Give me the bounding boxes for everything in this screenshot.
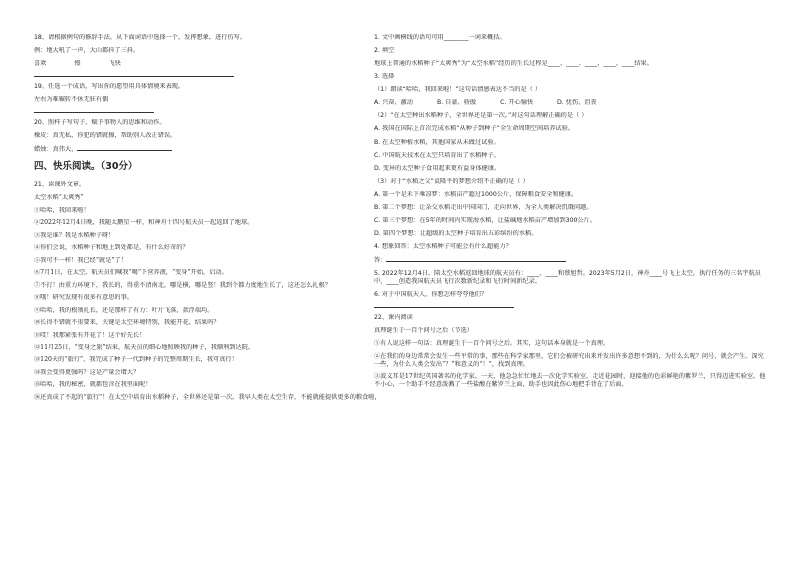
- q22-paragraph: ②在我们的身边常常会发生一些平常的事，那些在科学家那里，它们会被研究出来并发出许多意想不到的，为什么么呢？问号，就会产生。深究一些，为什么人类会发出“？”和意义的“！”，找到真理。: [374, 352, 764, 368]
- q3-sub1-option-a[interactable]: A. 兴奋、激动: [374, 99, 413, 107]
- q18-word-1: 喜欢: [34, 60, 47, 68]
- q3-sub2-option-c[interactable]: C. 中国航天技术在太空只培育出了水稻种子。: [374, 151, 500, 159]
- q21-sub-4-answer: [374, 256, 766, 265]
- q3-sub1-option-b[interactable]: B. 自豪、骄傲: [436, 99, 477, 107]
- q20-example-line: 橡皮：真无私，你犯的错就擦，帮助别人改正错误。: [34, 132, 177, 140]
- q6-answer-line[interactable]: [374, 301, 514, 308]
- q21-paragraph: ⑧哦！研究发现有很多有意思的事。: [34, 294, 133, 302]
- q20-task-line: [34, 145, 392, 154]
- q21-paragraph: ⑮哈哈，我的秘密，就都包含在我里面呢！: [34, 381, 152, 389]
- q21-sub-6: 6. 对于中国航天人，你想怎样夸夸他们？: [374, 291, 488, 299]
- q21-prompt: 21、读课外文章。: [34, 180, 86, 188]
- q22-paragraph: ①有人说这样一句话：真理诞生于一百个问号之后。其实，这句话本身就是一个真理。: [374, 340, 610, 348]
- q21-paragraph: ⑬120天的“旅行”，我完成了种子一代到种子的完整周期生长，我可真行！: [34, 356, 238, 364]
- q19-answer-line[interactable]: [34, 106, 154, 113]
- left-column: [34, 34, 392, 408]
- q21-sub-3-label: 3. 选择: [374, 73, 395, 81]
- q3-sub2-option-d[interactable]: D. 变异的太空种子食用起来更有益身体健康。: [374, 164, 501, 172]
- q22-paragraph: ③波义耳是17世纪英国著名的化学家。一天，他急急忙忙地去一次化学实验室，走近花园时，迎接他的色彩鲜艳的紫罗兰，只得迈进实验室。他不小心，一个助手不经意泼溅了一些盐酸在紫罗兰上面，助手也因此伤心地把手背在了后面。: [374, 372, 766, 388]
- q21-passage-title: 太空水稻“太爽秀”: [34, 193, 84, 201]
- q3-sub3-option-a[interactable]: A. 第一个是禾下乘凉梦：水稻亩产超过1000公斤，保障粮食安全和健康。: [374, 190, 578, 198]
- question-20: [34, 119, 392, 154]
- q21-paragraph: ⑫11月25日，“变身之旅”结束，航天员的细心地照顾我的种子，我顺利到达院。: [34, 343, 255, 351]
- section-title: 四、快乐阅读。（30分）: [34, 160, 138, 172]
- question-18: [34, 34, 392, 77]
- question-21: [34, 181, 392, 402]
- q21-paragraph: ⑥7月1日，在太空，航天员们喊我“喝”下营养液，“变身”开始，启动。: [34, 269, 228, 277]
- q21-paragraph: ⑩长得不错就不重要来，关键是太空环境特别，我能开花、结果吗？: [34, 319, 220, 327]
- q3-sub3-option-b[interactable]: B. 第二个梦想：让杂交水稻走出中国国门，走向世界，为全人类解决饥饿问题。: [374, 203, 593, 211]
- q3-sub3-option-c[interactable]: C. 第三个梦想：在5年的时间内实现海水稻，让盐碱地水稻亩产增加到300公斤。: [374, 216, 596, 224]
- q18-example: 例：地大吼了一声，大山都抖了三抖。: [34, 47, 140, 55]
- q19-prompt: 19、任选一个成语，写出你的愿望用具体情境来表现。: [34, 83, 185, 91]
- q3-sub1-options: [374, 99, 766, 107]
- q21-paragraph: ⑪哎！我那紧张有开花了！这个好先长！: [34, 331, 146, 339]
- right-column: [374, 34, 766, 389]
- q20-prompt: 20、照样子写句子，赋予事物人的思维和动作。: [34, 119, 166, 127]
- q21-paragraph: ②2022年12月4日晚，我随太鹏星一样，和神舟十四号航天员一起返回了地球。: [34, 219, 254, 227]
- q21-passage: [34, 207, 392, 402]
- q20-task-label: 蜡烛：真伟大，: [34, 146, 78, 154]
- q21-paragraph: ⑭我会变得更强吗？这是产量会增大？: [34, 368, 140, 376]
- q20-answer-blank[interactable]: [77, 145, 172, 151]
- q18-prompt: 18、请根据例句的修辞手法，从下面词语中选择一个，发挥想象，进行仿写。: [34, 34, 247, 41]
- q19-idioms: 左右为难辗转不休无驻有偶: [34, 96, 109, 104]
- q22-passage: [374, 340, 766, 388]
- q18-answer-line[interactable]: [34, 70, 234, 77]
- q21-sub-2-label: 2. 填空: [374, 47, 395, 55]
- q21-sub-5: 5. 2022年12月4日，陪太空水稻返回地球的航天员有：____、____和蔡旭哲。2023年5月2日，神舟____号飞上太空，执行任务的三名宇航员中，____创造我国航天员飞行次数新纪录和飞行时间新纪录。: [374, 270, 761, 286]
- q21-paragraph: ⑨哈哈，我的根须扎长，还是那样了有力：叶片飞落，款浮端均。: [34, 306, 214, 314]
- q21-paragraph: ④你们会说，水稻种子和地上到处都是，有什么好奇的？: [34, 244, 189, 252]
- q3-sub2-stem: （2）“在太空种出水稻种子，全世界还是第一次。”对这句话理解正确的是（ ）: [374, 112, 588, 120]
- q22-passage-title: 真理诞生于一百个问号之后（节选）: [374, 327, 473, 335]
- q18-word-2: 慢: [74, 60, 81, 68]
- q21-paragraph: ③我是谁？我是水稻种子呀！: [34, 231, 115, 239]
- q21-sub-2-text: 地球上普通的水稻种子“太爽秀”为“太空水稻”经历的生长过程是____、____、____、____、____结果。: [374, 60, 653, 68]
- q21-paragraph: ⑤我可不一样！我已经“就是”了！: [34, 256, 127, 264]
- q21-sub-1: 1. 文中画横线的语句可用________一词来概括。: [374, 34, 506, 41]
- q4-answer-label: 答：: [374, 257, 387, 265]
- q22-prompt: 22、课内阅读: [374, 314, 413, 322]
- q3-sub3-option-d[interactable]: D. 第四个梦想：让超级的太空种子培育出五彩缤纷的水稻。: [374, 229, 538, 237]
- q21-paragraph: ⑯还真成了不起的“旅行”！在太空中培育出水稻种子，全世界还是第一次。我早人类在太空生存，不能就能提供更多的粮食啦，: [34, 393, 381, 401]
- q3-sub1-option-c[interactable]: C. 开心愉快: [500, 99, 534, 107]
- q21-sub-4: 4. 想象回答：太空水稻种子可能会有什么超能力？: [374, 243, 512, 250]
- question-19: [34, 83, 392, 113]
- q21-paragraph: ⑦不打！由重力环境下，我长的，得重不清南北，哪是横，哪是竖！我到个都力度地生长了，这还怎么扎根？: [34, 281, 331, 289]
- q3-sub3-stem: （3）对于“水稻之父”袁隆平的梦想介绍不正确的是（ ）: [374, 177, 529, 185]
- q21-paragraph: ①哈哈，我回来啦！: [34, 206, 90, 214]
- q3-sub2-option-a[interactable]: A. 我国在国际上首次完成水稻“从种子到种子”全生命周期空间培养试验。: [374, 125, 575, 133]
- q4-answer-blank[interactable]: [386, 256, 566, 262]
- q3-sub2-option-b[interactable]: B. 在太空种植水稻，其他国家从未做过试验。: [374, 138, 500, 146]
- q18-word-3: 飞快: [108, 60, 121, 68]
- q3-sub1-option-d[interactable]: D. 忧伤、沮丧: [557, 99, 597, 107]
- q3-sub1-stem: （1）朗读“哈哈，我回来啦！”这句话情感表达不当的是（ ）: [374, 86, 542, 94]
- q18-word-choices: [34, 60, 392, 68]
